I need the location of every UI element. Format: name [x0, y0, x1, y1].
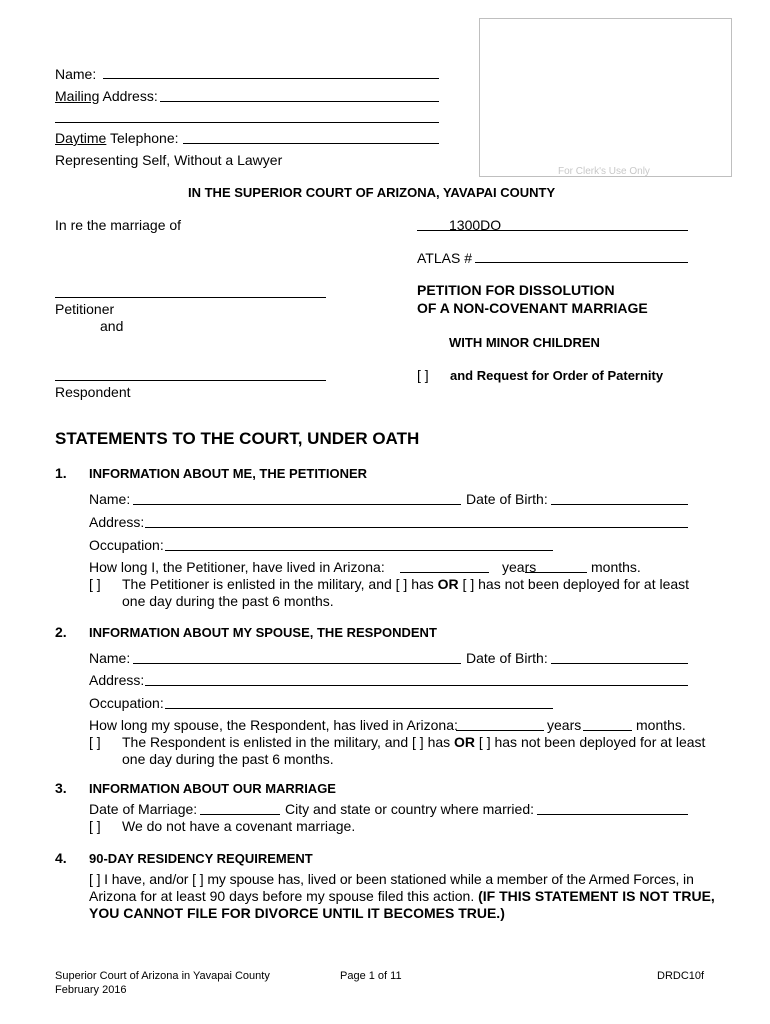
- s4-text-line-1: [ ] I have, and/or [ ] my spouse has, lived or been stationed while a member of the Armed Forces, in: [89, 871, 694, 887]
- section-3-heading: INFORMATION ABOUT OUR MARRIAGE: [89, 781, 336, 796]
- s4-text-line-2: Arizona for at least 90 days before my spouse filed this action. (IF THIS STATEMENT IS NOT TRUE,: [89, 888, 715, 904]
- s1-address-field[interactable]: [145, 527, 688, 528]
- petitioner-name-field[interactable]: [55, 297, 326, 298]
- s3-date-label: Date of Marriage:: [89, 801, 198, 817]
- footer-page: Page 1 of 11: [340, 970, 402, 982]
- s2-military-text: The Respondent is enlisted in the military, and [ ] has OR [ ] has not been deployed for at least: [122, 734, 706, 750]
- s2-address-label: Address:: [89, 672, 145, 688]
- section-2-heading: INFORMATION ABOUT MY SPOUSE, THE RESPONDENT: [89, 625, 437, 640]
- s1-address-label: Address:: [89, 514, 145, 530]
- footer-form-id: DRDC10f: [657, 970, 705, 982]
- s1-dob-label: Date of Birth:: [466, 491, 548, 507]
- respondent-label: Respondent: [55, 384, 131, 400]
- s1-years-field[interactable]: [400, 572, 489, 573]
- case-number-field[interactable]: [417, 230, 688, 231]
- s2-months-field[interactable]: [583, 730, 632, 731]
- s1-occupation-field[interactable]: [165, 550, 553, 551]
- s2-months-label: months.: [636, 717, 686, 733]
- s4-text-line-3: YOU CANNOT FILE FOR DIVORCE UNTIL IT BECOMES TRUE.): [89, 905, 505, 921]
- in-re-marriage-label: In re the marriage of: [55, 217, 182, 233]
- s1-name-label: Name:: [89, 491, 131, 507]
- section-2-number: 2.: [55, 624, 67, 640]
- s3-city-field[interactable]: [537, 814, 688, 815]
- s2-dob-field[interactable]: [551, 663, 688, 664]
- respondent-name-field[interactable]: [55, 380, 326, 381]
- s2-occupation-label: Occupation:: [89, 695, 164, 711]
- s1-months-label: months.: [591, 559, 641, 575]
- s2-years-label: years: [547, 717, 582, 733]
- s3-covenant-checkbox[interactable]: [ ]: [89, 818, 101, 834]
- s1-military-checkbox[interactable]: [ ]: [89, 576, 101, 592]
- section-1-heading: INFORMATION ABOUT ME, THE PETITIONER: [89, 466, 368, 481]
- s2-address-field[interactable]: [145, 685, 688, 686]
- s2-military-text-cont: one day during the past 6 months.: [122, 751, 334, 767]
- s1-dob-field[interactable]: [551, 504, 688, 505]
- representing-text: Representing Self, Without a Lawyer: [55, 152, 283, 168]
- name-label: Name:: [55, 66, 97, 82]
- s3-city-label: City and state or country where married:: [285, 801, 534, 817]
- section-4-number: 4.: [55, 850, 67, 866]
- atlas-label: ATLAS #: [417, 250, 472, 266]
- s2-military-checkbox[interactable]: [ ]: [89, 734, 101, 750]
- s2-how-long-label: How long my spouse, the Respondent, has lived in Arizona:: [89, 717, 458, 733]
- s1-how-long-label: How long I, the Petitioner, have lived in Arizona:: [89, 559, 385, 575]
- section-4-heading: 90-DAY RESIDENCY REQUIREMENT: [89, 851, 313, 866]
- mailing-address-field-1[interactable]: [160, 101, 439, 102]
- petitioner-label: Petitioner: [55, 301, 115, 317]
- s2-years-field[interactable]: [456, 730, 544, 731]
- mailing-address-field-2[interactable]: [55, 122, 439, 123]
- daytime-telephone-field[interactable]: [183, 143, 439, 144]
- petition-title-line-2: OF A NON-COVENANT MARRIAGE: [417, 300, 648, 316]
- petition-title-line-1: PETITION FOR DISSOLUTION: [417, 282, 615, 298]
- paternity-checkbox[interactable]: [ ]: [417, 367, 429, 383]
- paternity-label: and Request for Order of Paternity: [450, 368, 664, 383]
- with-minor-children: WITH MINOR CHILDREN: [449, 335, 600, 350]
- footer-court-name: Superior Court of Arizona in Yavapai County: [55, 970, 270, 982]
- name-field[interactable]: [103, 78, 439, 79]
- clerk-use-label: For Clerk's Use Only: [558, 166, 650, 177]
- s2-name-label: Name:: [89, 650, 131, 666]
- s1-years-label: years: [502, 559, 537, 575]
- clerk-use-box: [479, 18, 732, 177]
- section-1-number: 1.: [55, 465, 67, 481]
- mailing-address-label: Mailing Address:: [55, 88, 158, 104]
- s1-occupation-label: Occupation:: [89, 537, 164, 553]
- s1-military-text-cont: one day during the past 6 months.: [122, 593, 334, 609]
- and-label: and: [100, 318, 124, 334]
- s3-covenant-text: We do not have a covenant marriage.: [122, 818, 356, 834]
- s3-date-field[interactable]: [200, 814, 280, 815]
- s2-name-field[interactable]: [133, 663, 461, 664]
- statements-heading: STATEMENTS TO THE COURT, UNDER OATH: [55, 429, 420, 448]
- footer-date: February 2016: [55, 984, 127, 996]
- s2-dob-label: Date of Birth:: [466, 650, 548, 666]
- court-title: IN THE SUPERIOR COURT OF ARIZONA, YAVAPAI COUNTY: [188, 185, 556, 200]
- s2-occupation-field[interactable]: [165, 708, 553, 709]
- s1-military-text: The Petitioner is enlisted in the military, and [ ] has OR [ ] has not been deployed for at least: [122, 576, 690, 592]
- section-3-number: 3.: [55, 780, 67, 796]
- s1-name-field[interactable]: [133, 504, 461, 505]
- s1-months-field[interactable]: [525, 572, 587, 573]
- case-number: 1300DO: [449, 217, 502, 233]
- daytime-telephone-label: Daytime Telephone:: [55, 130, 179, 146]
- atlas-field[interactable]: [475, 262, 688, 263]
